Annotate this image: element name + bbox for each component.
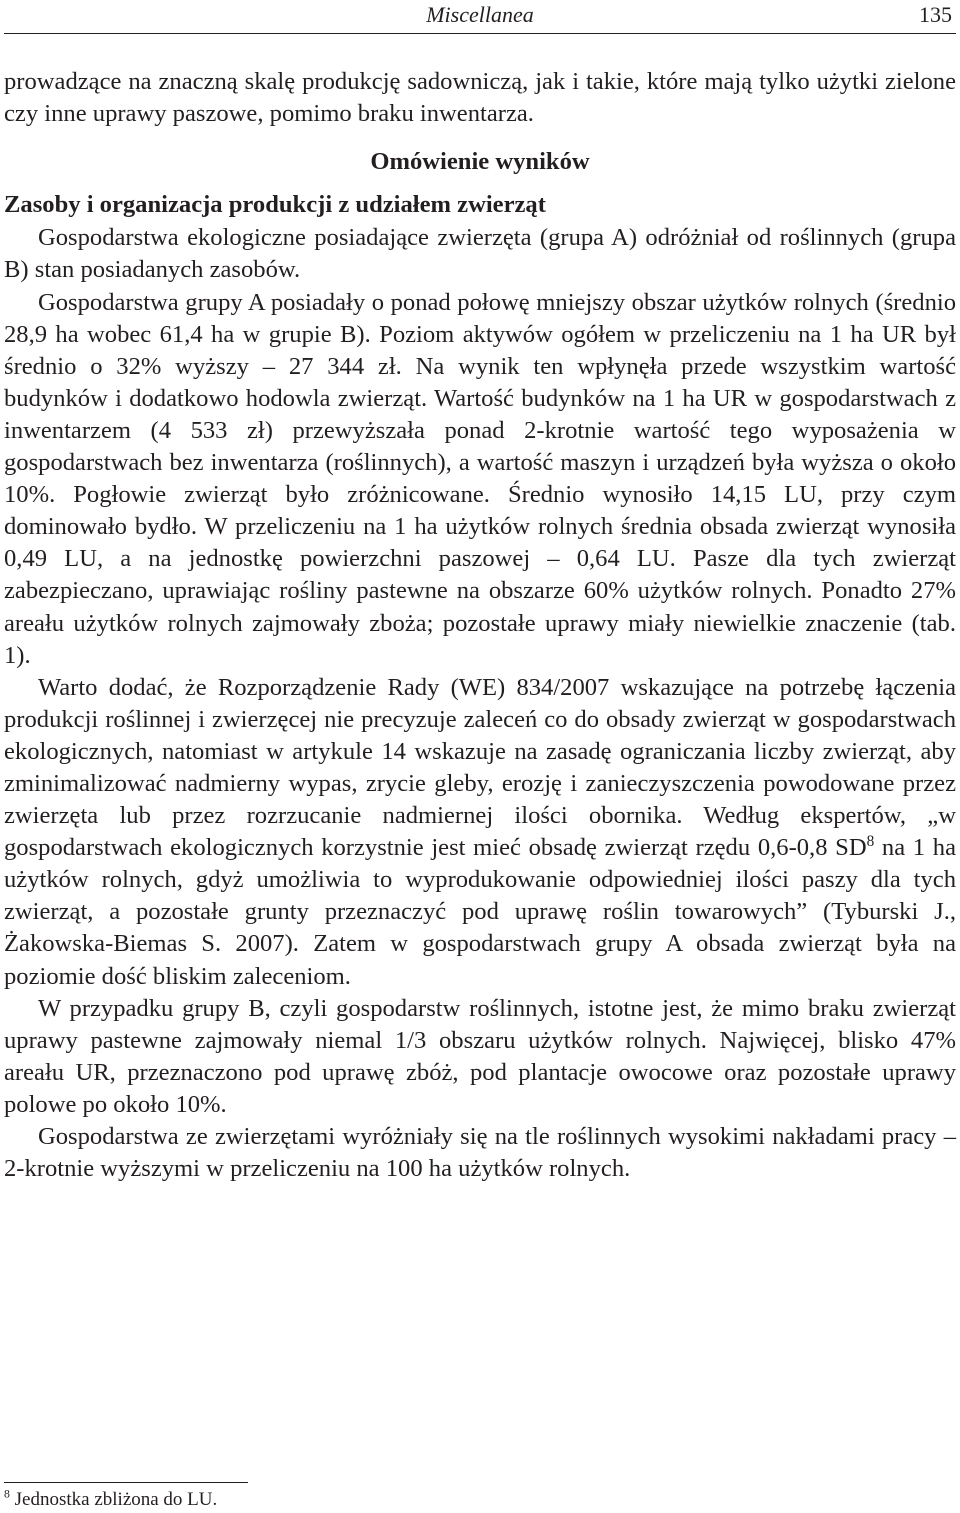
subsection-heading: Zasoby i organizacja produkcji z udziałem zwierząt [4, 191, 546, 219]
body-text [4, 66, 956, 1185]
footnote-text: Jednostka zbliżona do LU. [9, 1489, 218, 1510]
footnote-mark: 8 [4, 1487, 10, 1501]
running-header [4, 0, 956, 34]
footnote-separator [4, 1482, 248, 1483]
paragraph-intro: prowadzące na znaczną skalę produkcję sadowniczą, jak i takie, które mają tylko użytki zielone czy inne uprawy paszowe, pomimo braku inwentarza. [4, 68, 956, 128]
footnote [4, 1488, 217, 1512]
section-heading: Omówienie wyników [370, 148, 590, 176]
paragraph-2: Gospodarstwa grupy A posiadały o ponad połowę mniejszy obszar użytków rolnych (średnio 28,9 ha wobec 61,4 ha w grupie B). Poziom aktywów ogółem w przeliczeniu na 1 ha UR był średnio o 32% wyższy – 27 344 zł. Na wynik ten wpłynęła przede wszystkim wartość budynków i dodatkowo hodowla zwierząt. Wartość budynków na 1 ha UR w gospodarstwach z inwentarzem (4 533 zł) przewyższała ponad 2-krotnie wartość tego wyposażenia w gospodarstwach bez inwentarza (roślinnych), a wartość maszyn i urządzeń była wyższa o około 10%. Pogłowie zwierząt było zróżnicowane. Średnio wynosiło 14,15 LU, przy czym dominowało bydło. W przeliczeniu na 1 ha użytków rolnych średnia obsada zwierząt wynosiła 0,49 LU, a na jednostkę powierzchni paszowej – 0,64 LU. Pasze dla tych zwierząt zabezpieczano, uprawiając rośliny pastewne na obszarze 60% użytków rolnych. Ponadto 27% areału użytków rolnych zajmowały zboża; pozostałe uprawy miały niewielkie znaczenie (tab. 1). [4, 288, 956, 669]
paragraph-5: Gospodarstwa ze zwierzętami wyróżniały się na tle roślinnych wysokimi nakładami pracy – 2-krotnie wyższymi w przeliczeniu na 100 ha użytków rolnych. [4, 1123, 956, 1183]
paragraph-1: Gospodarstwa ekologiczne posiadające zwierzęta (grupa A) odróżniał od roślinnych (grupa B) stan posiadanych zasobów. [4, 224, 956, 284]
paragraph-4: W przypadku grupy B, czyli gospodarstw roślinnych, istotne jest, że mimo braku zwierząt uprawy pastewne zajmowały niemal 1/3 obszaru użytków rolnych. Najwięcej, blisko 47% areału UR, przeznaczono pod uprawę zbóż, pod plantacje owocowe oraz pozostałe uprawy polowe po około 10%. [4, 994, 956, 1118]
paragraph-3-text-a: Warto dodać, że Rozporządzenie Rady (WE) 834/2007 wskazujące na potrzebę łączenia produkcji roślinnej i zwierzęcej nie precyzuje zaleceń co do obsady zwierząt w gospodarstwach ekologicznych, natomiast w artykule 14 wskazuje na zasadę ograniczania liczby zwierząt, aby zminimalizować nadmierny wypas, zrycie gleby, erozję i zanieczyszczenia powodowane przez zwierzęta lub przez rozrzucanie nadmiernej ilości obornika. Według ekspertów, „w gospodarstwach ekologicznych korzystnie jest mieć obsadę zwierząt rzędu 0,6-0,8 SD [4, 673, 956, 862]
paragraph-3-text-b: na 1 ha użytków rolnych, gdyż umożliwia to wyprodukowanie odpowiedniej ilości paszy dla tych zwierząt, a pozostałe grunty przeznaczyć pod uprawę roślin towarowych” (Tyburski J., Żakowska-Biemas S. 2007). Zatem w gospodarstwach grupy A obsada zwierząt była na poziomie dość bliskim zaleceniom. [4, 834, 956, 990]
running-title: Miscellanea [426, 2, 534, 27]
page-number: 135 [919, 2, 952, 27]
paragraph-3 [4, 672, 956, 993]
footnote-reference: 8 [866, 832, 875, 850]
